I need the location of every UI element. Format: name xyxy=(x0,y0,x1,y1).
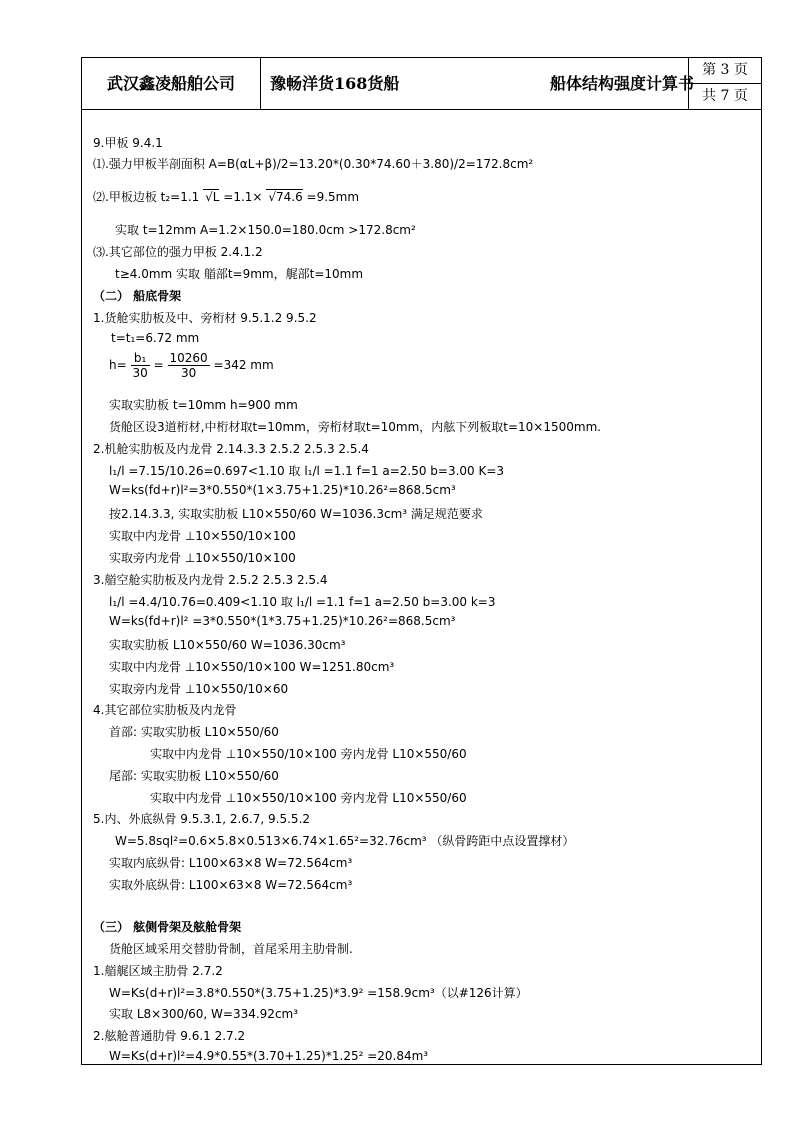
formula-text: h= xyxy=(109,358,127,372)
numerator: b₁ xyxy=(131,351,150,366)
formula-text: =1.1× xyxy=(223,190,263,204)
section-deck-title: 9.甲板 9.4.1 xyxy=(93,136,163,150)
text-line: W=Ks(d+r)l²=3.8*0.550*(3.75+1.25)*3.9² =158.9cm³（以#126计算） xyxy=(109,986,528,1000)
text-line: 实取中内龙骨 ⊥10×550/10×100 W=1251.80cm³ xyxy=(109,660,395,674)
deck-stringer-formula xyxy=(93,188,359,205)
text-line: 实取实肋板 t=10mm h=900 mm xyxy=(109,398,298,412)
page-info xyxy=(688,58,762,109)
text-line: l₁/l =4.4/10.76=0.409<1.10 取 l₁/l =1.1 f=1 a=2.50 b=3.00 k=3 xyxy=(109,595,496,609)
denominator: 30 xyxy=(132,366,148,380)
text-line: 货舱区设3道桁材,中桁材取t=10mm，旁桁材取t=10mm，内舷下列板取t=10×1500mm. xyxy=(109,420,602,434)
text-line: 实取中内龙骨 ⊥10×550/10×100 旁内龙骨 L10×550/60 xyxy=(150,791,467,805)
text-line: 2.舷舱普通肋骨 9.6.1 2.7.2 xyxy=(93,1029,246,1043)
text-line: 4.其它部位实肋板及内龙骨 xyxy=(93,703,237,717)
denominator: 30 xyxy=(180,366,197,380)
text-line: 实取外底纵骨: L100×63×8 W=72.564cm³ xyxy=(109,878,353,892)
text-line: 3.艏空舱实肋板及内龙骨 2.5.2 2.5.3 2.5.4 xyxy=(93,573,328,587)
section-heading: （三） 舷侧骨架及舷舱骨架 xyxy=(93,920,242,934)
text-line: 1.货舱实肋板及中、旁桁材 9.5.1.2 9.5.2 xyxy=(93,311,317,325)
formula-text: =9.5mm xyxy=(306,190,360,204)
text-line: W=ks(fd+r)l²=3*0.550*(1×3.75+1.25)*10.26²=868.5cm³ xyxy=(109,483,456,497)
h-formula xyxy=(109,351,274,380)
text-line: 按2.14.3.3, 实取实肋板 L10×550/60 W=1036.3cm³ 满足规范要求 xyxy=(109,507,483,521)
text-line: 货舱区域采用交替肋骨制，首尾采用主肋骨制. xyxy=(109,942,353,956)
sqrt-symbol: √74.6 xyxy=(268,190,303,204)
text-line: ⑵.甲板边板 t₂=1.1 xyxy=(93,190,200,204)
text-line: 实取 t=12mm A=1.2×150.0=180.0cm >172.8cm² xyxy=(115,223,416,237)
text-line: l₁/l =7.15/10.26=0.697<1.10 取 l₁/l =1.1 f=1 a=2.50 b=3.00 K=3 xyxy=(109,464,505,478)
formula-var: L xyxy=(212,190,220,204)
text-line: 尾部: 实取实肋板 L10×550/60 xyxy=(109,769,279,783)
text-line: t≥4.0mm 实取 艏部t=9mm，艉部t=10mm xyxy=(115,267,364,281)
text-line: 实取旁内龙骨 ⊥10×550/10×100 xyxy=(109,551,296,565)
sqrt-symbol: √L xyxy=(205,190,220,204)
page-current: 第 3 页 xyxy=(688,58,762,84)
text-line: W=ks(fd+r)l² =3*0.550*(1*3.75+1.25)*10.26²=868.5cm³ xyxy=(109,614,456,628)
text-line: 实取实肋板 L10×550/60 W=1036.30cm³ xyxy=(109,638,346,652)
header-table xyxy=(82,58,761,110)
formula-text: = xyxy=(153,358,164,372)
text-line: 实取 L8×300/60, W=334.92cm³ xyxy=(109,1007,299,1021)
formula-text: =342 mm xyxy=(213,358,274,372)
text-line: W=5.8sql²=0.6×5.8×0.513×6.74×1.65²=32.76cm³ （纵骨跨距中点设置撑材） xyxy=(115,834,575,848)
page-total: 共 7 页 xyxy=(702,88,748,104)
text-line: ⑴.强力甲板半剖面积 A=B(αL+β)/2=13.20*(0.30*74.60＋3.80)/2=172.8cm² xyxy=(93,157,534,171)
text-line: W=Ks(d+r)l²=4.9*0.55*(3.70+1.25)*1.25² =20.84m³ xyxy=(109,1049,429,1063)
text-line: t=t₁=6.72 mm xyxy=(111,331,200,345)
text-line: 实取中内龙骨 ⊥10×550/10×100 xyxy=(109,529,296,543)
section-heading: （二） 船底骨架 xyxy=(93,289,182,303)
text-line: 2.机舱实肋板及内龙骨 2.14.3.3 2.5.2 2.5.3 2.5.4 xyxy=(93,442,369,456)
text-line: 5.内、外底纵骨 9.5.3.1, 2.6.7, 9.5.5.2 xyxy=(93,812,311,826)
text-line: 实取内底纵骨: L100×63×8 W=72.564cm³ xyxy=(109,856,353,870)
ship-name: 豫畅洋货168货船 xyxy=(270,74,400,93)
text-line: ⑶.其它部位的强力甲板 2.4.1.2 xyxy=(93,245,263,259)
company-name: 武汉鑫凌船舶公司 xyxy=(82,58,261,109)
text-line: 首部: 实取实肋板 L10×550/60 xyxy=(109,725,279,739)
text-line: 实取旁内龙骨 ⊥10×550/10×60 xyxy=(109,682,289,696)
numerator: 10260 xyxy=(169,351,208,365)
fraction xyxy=(131,351,150,380)
text-line: 实取中内龙骨 ⊥10×550/10×100 旁内龙骨 L10×550/60 xyxy=(150,747,467,761)
text-line: 1.艏艉区域主肋骨 2.7.2 xyxy=(93,964,223,978)
header-title-cell xyxy=(260,58,694,109)
formula-value: 74.6 xyxy=(275,190,303,204)
fraction xyxy=(168,351,210,380)
document-title: 船体结构强度计算书 xyxy=(549,74,694,93)
